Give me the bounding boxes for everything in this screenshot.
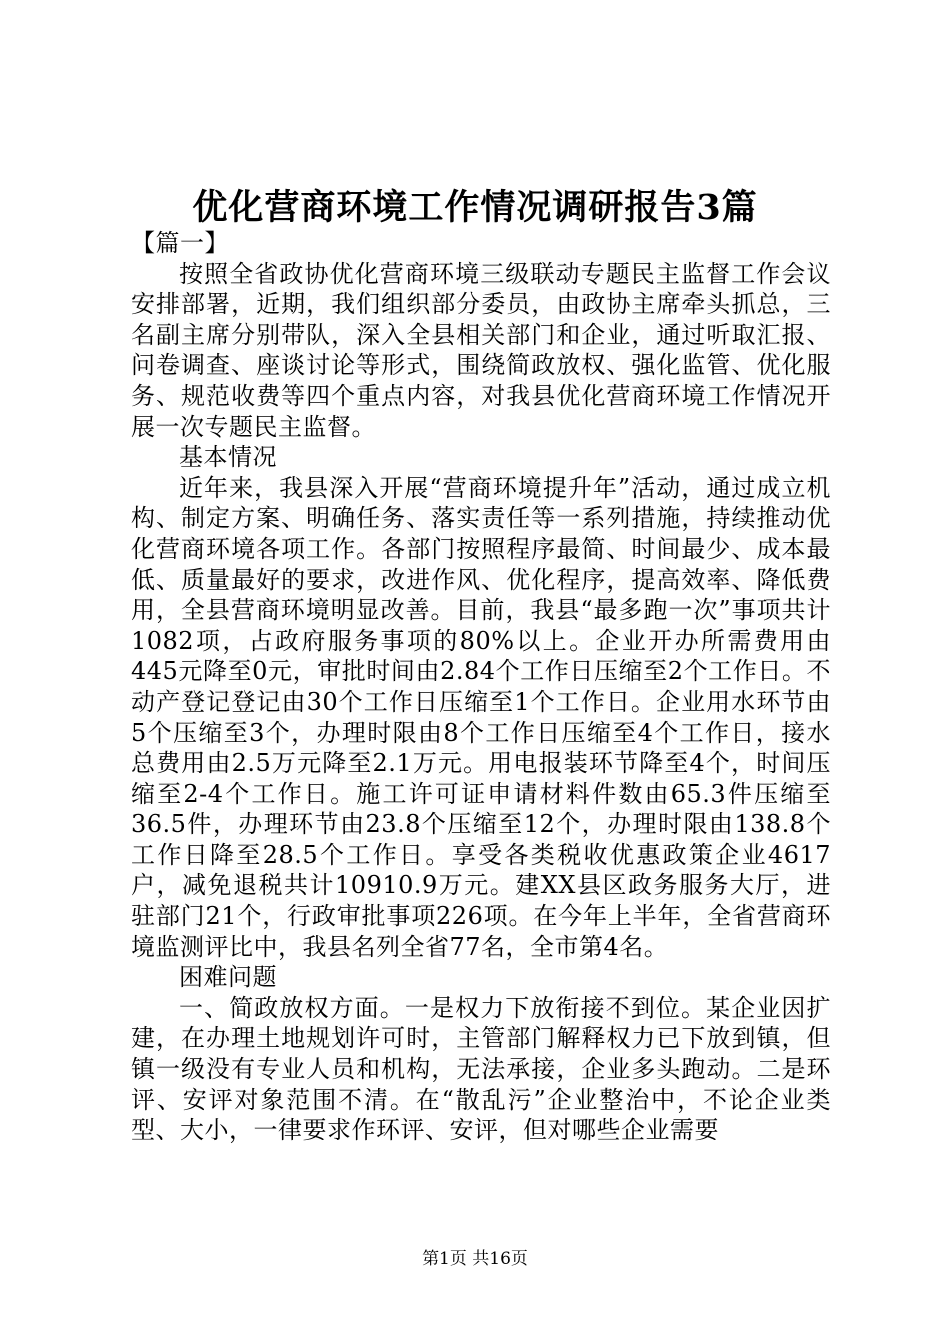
paragraph-intro: 按照全省政协优化营商环境三级联动专题民主监督工作会议安排部署，近期，我们组织部分委员，由政协主席牵头抓总，三名副主席分别带队，深入全县相关部门和企业，通过听取汇报、问卷调查、座谈讨论等形式，围绕简政放权、强化监管、优化服务、规范收费等四个重点内容，对我县优化营商环境工作情况开展一次专题民主监督。 [131, 259, 831, 441]
section-heading-problems: 困难问题 [179, 963, 277, 992]
section-mark: 【篇一】 [131, 229, 229, 257]
page-footer-indicator: 第1页 共16页 [422, 1249, 528, 1269]
paragraph-problems: 一、简政放权方面。一是权力下放衔接不到位。某企业因扩建，在办理土地规划许可时，主管部门解释权力已下放到镇，但镇一级没有专业人员和机构，无法承接，企业多头跑动。二是环评、安评对象范围不清。在“散乱污”企业整治中，不论企业类型、大小，一律要求作环评、安评，但对哪些企业需要 [131, 993, 831, 1145]
paragraph-basic-situation: 近年来，我县深入开展“营商环境提升年”活动，通过成立机构、制定方案、明确任务、落实责任等一系列措施，持续推动优化营商环境各项工作。各部门按照程序最简、时间最少、成本最低、质量最好的要求，改进作风、优化程序，提高效率、降低费用，全县营商环境明显改善。目前，我县“最多跑一次”事项共计1082项，占政府服务事项的80%以上。企业开办所需费用由445元降至0元，审批时间由2.84个工作日压缩至2个工作日。不动产登记登记由30个工作日压缩至1个工作日。企业用水环节由5个压缩至3个，办理时限由8个工作日压缩至4个工作日，接水总费用由2.5万元降至2.1万元。用电报装环节降至4个，时间压缩至2-4个工作日。施工许可证申请材料件数由65.3件压缩至36.5件，办理环节由23.8个压缩至12个，办理时限由138.8个工作日降至28.5个工作日。享受各类税收优惠政策企业4617户，减免退税共计10910.9万元。建XX县区政务服务大厅，进驻部门21个，行政审批事项226项。在今年上半年，全省营商环境监测评比中，我县名列全省77名，全市第4名。 [131, 473, 831, 961]
document-body [131, 228, 831, 1146]
section-heading-basic-situation: 基本情况 [179, 443, 277, 472]
document-title: 优化营商环境工作情况调研报告3篇 [192, 187, 758, 228]
